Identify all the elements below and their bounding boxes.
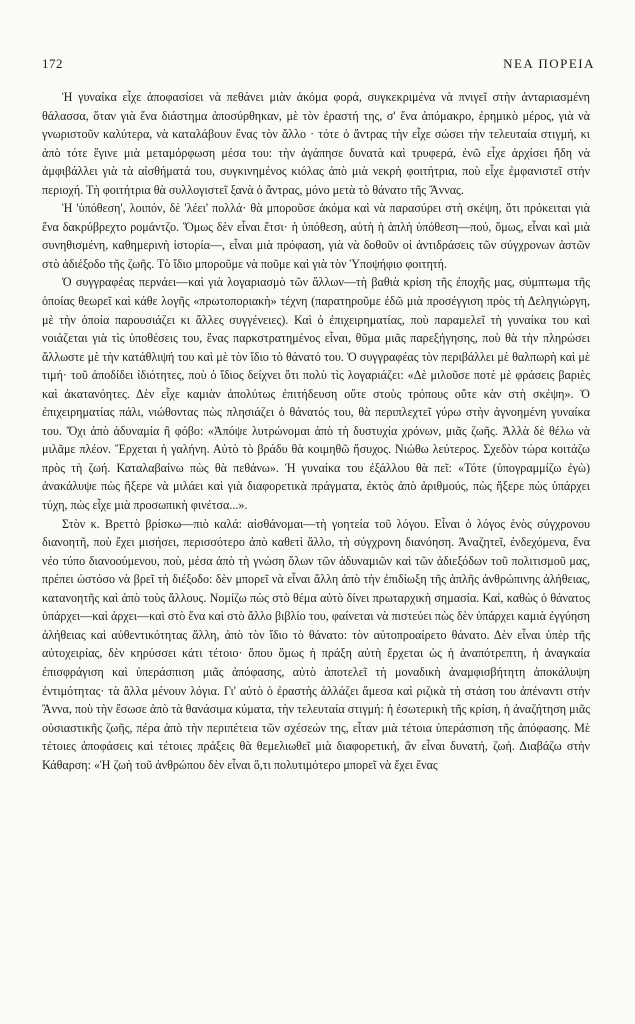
- article-body: [42, 88, 590, 774]
- running-title: ΝΕΑ ΠΟΡΕΙΑ: [503, 56, 595, 71]
- page-number: 172: [42, 56, 63, 71]
- paragraph: Στὸν κ. Βρεττὸ βρίσκω—πιὸ καλά: αἰσθάνομαι—τὴ γοητεία τοῦ λόγου. Εἶναι ὁ λόγος ἑνὸς σύγχρονου διανοητῆ, ποὺ ἔχει μισήσει, περισσότερο ἀπὸ καθετὶ ἄλλο, τὴ σύγχρονη διανόηση. Ἀναζητεῖ, ἐνδεχόμενα, ἕνα νέο τύπο διανοούμενου, ποὺ, μέσα ἀπὸ τὴ γνώση ὅλων τῶν ἀδυναμιῶν καὶ τῶν ἀδιεξόδων τοῦ πολιτισμοῦ μας, πρέπει ὡστόσο νὰ βρεῖ τὴ διέξοδο: δὲν μπορεῖ νὰ εἶναι ἄλλη ἀπὸ τὴν ἐπιδίωξη τῆς ἁπλῆς ἀνθρώπινης ἀλήθειας, κατανοητῆς καὶ ἀπὸ τοὺς ἄλλους. Νομίζω πὼς στὸ θέμα αὐτὸ δίνει πρωταρχικὴ σημασία. Καί, καθὼς ὁ θάνατος ὑπάρχει—καὶ ἀρχει—καὶ στὸ ἕνα καὶ στὸ ἄλλο βιβλίο του, φαίνεται νὰ πιστεύει πὼς δὲν ὑπάρχει καμιὰ ἐγγύηση ἀλήθειας καὶ αὐθεντικότητας ἄλλη, ἀπὸ τὸν ἴδιο τὸ θάνατο: τὸν αὐτοπροαίρετο θάνατο. Δὲν εἶναι ὑπὲρ τῆς αὐτοχειρίας, δὲν κηρύσσει κάτι τέτοιο· ὅπου ὅμως ἡ πράξη αὐτὴ ἔρχεται ὡς ἡ ἀναπότρεπτη, ἡ ἀναγκαία ἐπισφράγιση καὶ ὑπεράσπιση μιᾶς ἀπόφασης, αὐτὸ ἀποτελεῖ τὴ μοναδικὴ ἀναμφισβήτητη ἀποκάλυψη ἐντιμότητας· τὰ ἄλλα μένουν λόγια. Γι' αὐτὸ ὁ ἐραστὴς ἀλλάζει ἄμεσα καὶ ριζικὰ τὴ στάση του ἀπέναντι στὴν Ἄννα, ποὺ τὴν ἔσωσε ἀπὸ τὰ θανάσιμα κύματα, τὴν τελευταία στιγμή: ἡ ἐσωτερικὴ τῆς κρίση, ἡ ἀναζήτηση μιᾶς οὐσιαστικῆς ζωῆς, πέρα ἀπὸ τὴν περιπέτεια τῶν σχέσεών της, εἶταν μιὰ τέτοια ὑπεράσπιση τῆς ἀπόφασης. Μὲ τέτοιες ἀποφάσεις καὶ τέτοιες πράξεις θὰ θεμελιωθεῖ μιὰ διαφορετική, ἂν εἶναι δυνατή, ζωή. Διαβάζω στὴν Κάθαρση: «Ἡ ζωὴ τοῦ ἀνθρώπου δὲν εἶναι ὅ,τι πολυτιμότερο μπορεῖ νὰ ἔχει ἕνας: [42, 516, 590, 772]
- page-header: [42, 56, 595, 72]
- paragraph: Ὁ συγγραφέας περνάει—καὶ γιὰ λογαριασμὸ τῶν ἄλλων—τὴ βαθιὰ κρίση τῆς ἐποχῆς μας, σύμπτωμα τῆς ὁποίας θεωρεῖ καὶ κάθε λογῆς «πρωτοποριακὴ» τέχνη (παρατηροῦμε ἐδῶ μιὰ προσέγγιση πρὸς τὴ Δεληγιώργη, μὲ τὴν ὁποία παρουσιάζει κι ἄλλες συγγένειες). Καὶ ὁ ἐπιχειρηματίας, ποὺ παραμελεῖ τὴ γυναίκα του καὶ νοιάζεται γιὰ τὶς ὑποθέσεις του, ἕνας παρκστρατημένος εἶναι, θῦμα μιᾶς παρεξήγησης, ποὺ θὰ τὴν πληρώσει ἄλλωστε μὲ τὴν κατάθλιψή του καὶ μὲ τὸν ἴδιο τὸ θάνατό του. Ὁ συγγραφέας τὸν περιβάλλει μὲ θαλπωρὴ καὶ μὲ τιμή· τοῦ ἀποδίδει ἰδιότητες, ποὺ ὁ ἴδιος δείχνει ὅτι πολὺ τὶς λογαριάζει: «Δὲ μιλοῦσε ποτὲ μὲ φράσεις βαριὲς καὶ ἀκατανόητες. Δὲν εἶχε καμιὰν ἀπολύτως ἐπιτήδευση οὔτε στοὺς τρόπους οὔτε κὰν στὴ σκέψη». Ὁ ἐπιχειρηματίας πάλι, νιώθοντας πὼς πλησιάζει ὁ θάνατός του, θὰ περιπλεχτεῖ γύρω στὴν ἀγνοημένη γυναίκα του. Ὄχι ἀπὸ ἀδυναμία ἢ φόβο: «Ἀπόψε λυτρώνομαι ἀπὸ τὴ δυστυχία χρόνων, μιᾶς ζωῆς. Ἀλλὰ δὲ θέλω νὰ μιλᾶμε πλέον. Ἔρχεται ἡ γαλήνη. Αὐτὸ τὸ βράδυ θὰ κοιμηθῶ ἥσυχος. Νιώθω λεύτερος. Σχεδὸν τώρα κοιτάζω πρὸς τὴ ζωή. Καταλαβαίνω πὼς θὰ πεθάνω». Ἡ γυναίκα του ἐξάλλου θὰ πεῖ: «Τότε (ὑπογραμμίζω ἐγὼ) ἀνακάλυψε πὼς ἤξερε νὰ μιλάει καὶ γιὰ διαφορετικὰ πράγματα, ἐκτὸς ἀπὸ ἀριθμούς, πὼς ἤξερε πὼς ὑπάρχει τύχη, πὼς εἶχε μιὰ προσωπικὴ φινέτσα...».: [42, 275, 590, 513]
- paragraph: Ἡ 'ὑπόθεση', λοιπόν, δὲ 'λέει' πολλά· θὰ μποροῦσε ἀκόμα καὶ νὰ παρασύρει στὴ σκέψη, ὅτι πρόκειται γιὰ ἕνα δακρύβρεχτο ρομάντζο. Ὅμως δὲν εἶναι ἔτσι· ἡ ὑπόθεση, αὐτὴ ἡ ἁπλὴ ὑπόθεση—πού, ὅμως, εἶναι καὶ μιὰ συνηθισμένη, καθημερινὴ ἱστορία—, εἶναι μιὰ πρόφαση, γιὰ νὰ δοθοῦν οἱ ἀντιδράσεις τῶν σύγχρονων ἀστῶν στὸ ἀδιέξοδο τῆς ζωῆς. Τὸ ἴδιο μποροῦμε νὰ ποῦμε καὶ γιὰ τὸν Ὑποψήφιο φοιτητή.: [42, 201, 590, 271]
- paragraph: Ἡ γυναίκα εἶχε ἀποφασίσει νὰ πεθάνει μιὰν ἀκόμα φορά, συγκεκριμένα νὰ πνιγεῖ στὴν ἀνταριασμένη θάλασσα, ὅταν γιὰ ἕνα διάστημα ἀποσύρθηκαν, μὲ τὸν ἐραστή της, σ' ἕνα ἀπόμακρο, ἐρημικὸ μέρος, γιὰ νὰ γνωριστοῦν καλύτερα, νὰ καταλάβουν ἕνας τὸν ἄλλο · τότε ὁ ἄντρας τὴν εἶχε σώσει τὴν τελευταία στιγμή, κι ἀπὸ τότε ἔγινε μιὰ μεταμόρφωση μέσα του: τὴν ἀγάπησε δυνατὰ καὶ τρυφερά, ἐνῶ εἶχε ἀρχίσει ἤδη νὰ ἀμφιβάλλει γιὰ τὰ αἰσθήματά του, συγκινημένος κιόλας ἀπὸ μιὰ νεκρὴ φοιτήτρια, ποὺ εἶχε ἐμφανιστεῖ στὴν περιοχή. Τὴ φοιτήτρια θὰ συλλογιστεῖ ξανὰ ὁ ἄντρας, μόνο μετὰ τὸ θάνατο τῆς Ἄννας.: [42, 90, 590, 197]
